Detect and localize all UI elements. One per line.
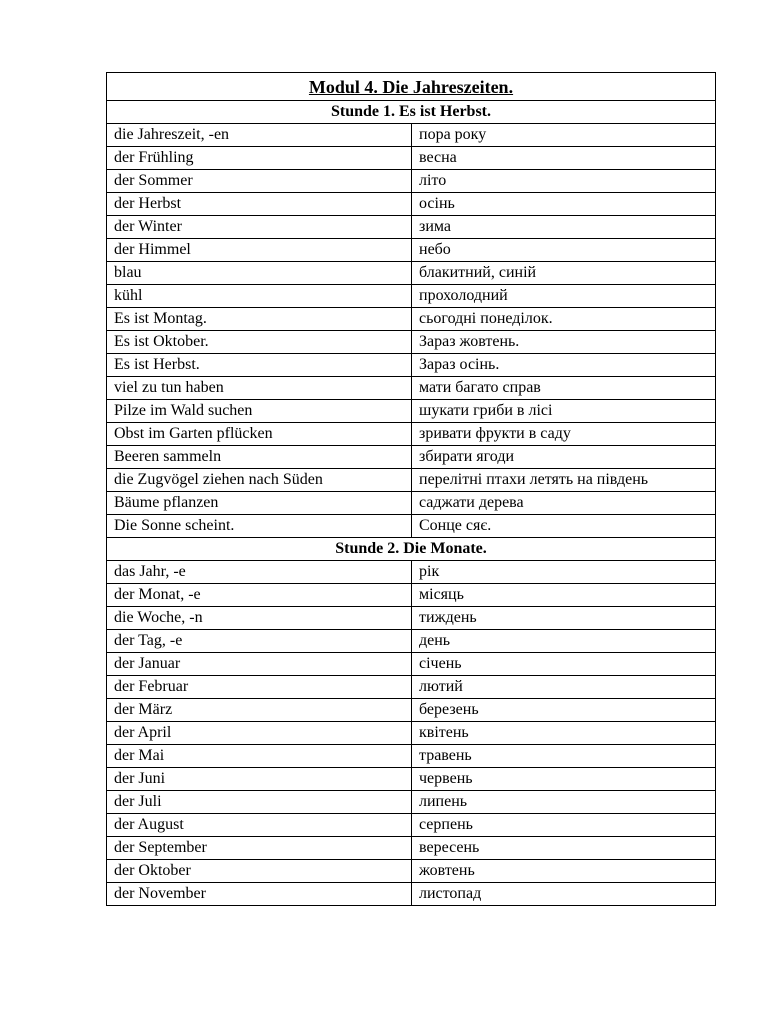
vocab-row	[107, 331, 716, 354]
german-term: der Frühling	[107, 147, 412, 170]
german-term: Obst im Garten pflücken	[107, 423, 412, 446]
vocab-row	[107, 492, 716, 515]
vocab-row	[107, 791, 716, 814]
ukrainian-translation: вересень	[412, 837, 716, 860]
vocab-row	[107, 883, 716, 906]
vocab-row	[107, 837, 716, 860]
vocabulary-table-body	[107, 73, 716, 906]
ukrainian-translation: пора року	[412, 124, 716, 147]
german-term: der Februar	[107, 676, 412, 699]
german-term: der Sommer	[107, 170, 412, 193]
ukrainian-translation: рік	[412, 561, 716, 584]
section-heading: Stunde 1. Es ist Herbst.	[107, 101, 716, 124]
vocab-row	[107, 377, 716, 400]
ukrainian-translation: Зараз осінь.	[412, 354, 716, 377]
ukrainian-translation: небо	[412, 239, 716, 262]
ukrainian-translation: Сонце сяє.	[412, 515, 716, 538]
vocab-row	[107, 285, 716, 308]
ukrainian-translation: місяць	[412, 584, 716, 607]
vocab-row	[107, 676, 716, 699]
german-term: der Oktober	[107, 860, 412, 883]
german-term: der April	[107, 722, 412, 745]
vocab-row	[107, 630, 716, 653]
german-term: der Herbst	[107, 193, 412, 216]
vocab-row	[107, 722, 716, 745]
german-term: der Himmel	[107, 239, 412, 262]
vocab-row	[107, 262, 716, 285]
ukrainian-translation: шукати гриби в лісі	[412, 400, 716, 423]
vocab-row	[107, 147, 716, 170]
vocab-row	[107, 607, 716, 630]
ukrainian-translation: збирати ягоди	[412, 446, 716, 469]
german-term: der Monat, -e	[107, 584, 412, 607]
ukrainian-translation: день	[412, 630, 716, 653]
german-term: Es ist Montag.	[107, 308, 412, 331]
vocabulary-table	[106, 72, 716, 906]
ukrainian-translation: перелітні птахи летять на південь	[412, 469, 716, 492]
ukrainian-translation: лютий	[412, 676, 716, 699]
ukrainian-translation: зривати фрукти в саду	[412, 423, 716, 446]
vocab-row	[107, 814, 716, 837]
ukrainian-translation: липень	[412, 791, 716, 814]
section-heading-row	[107, 538, 716, 561]
german-term: der Mai	[107, 745, 412, 768]
ukrainian-translation: червень	[412, 768, 716, 791]
ukrainian-translation: серпень	[412, 814, 716, 837]
german-term: viel zu tun haben	[107, 377, 412, 400]
title-row	[107, 73, 716, 101]
vocab-row	[107, 423, 716, 446]
german-term: Es ist Herbst.	[107, 354, 412, 377]
ukrainian-translation: Зараз жовтень.	[412, 331, 716, 354]
ukrainian-translation: весна	[412, 147, 716, 170]
german-term: der November	[107, 883, 412, 906]
ukrainian-translation: прохолодний	[412, 285, 716, 308]
vocab-row	[107, 745, 716, 768]
vocab-row	[107, 699, 716, 722]
vocab-row	[107, 170, 716, 193]
ukrainian-translation: саджати дерева	[412, 492, 716, 515]
german-term: Die Sonne scheint.	[107, 515, 412, 538]
german-term: der März	[107, 699, 412, 722]
ukrainian-translation: січень	[412, 653, 716, 676]
german-term: blau	[107, 262, 412, 285]
ukrainian-translation: тиждень	[412, 607, 716, 630]
ukrainian-translation: блакитний, синій	[412, 262, 716, 285]
vocab-row	[107, 446, 716, 469]
vocab-row	[107, 768, 716, 791]
ukrainian-translation: осінь	[412, 193, 716, 216]
section-heading-row	[107, 101, 716, 124]
section-heading: Stunde 2. Die Monate.	[107, 538, 716, 561]
vocab-row	[107, 561, 716, 584]
ukrainian-translation: травень	[412, 745, 716, 768]
ukrainian-translation: літо	[412, 170, 716, 193]
ukrainian-translation: листопад	[412, 883, 716, 906]
vocab-row	[107, 584, 716, 607]
ukrainian-translation: мати багато справ	[412, 377, 716, 400]
vocab-row	[107, 653, 716, 676]
german-term: Bäume pflanzen	[107, 492, 412, 515]
german-term: der Winter	[107, 216, 412, 239]
ukrainian-translation: сьогодні понеділок.	[412, 308, 716, 331]
ukrainian-translation: жовтень	[412, 860, 716, 883]
vocab-row	[107, 193, 716, 216]
german-term: das Jahr, -e	[107, 561, 412, 584]
german-term: Es ist Oktober.	[107, 331, 412, 354]
german-term: der Januar	[107, 653, 412, 676]
vocab-row	[107, 515, 716, 538]
vocab-row	[107, 239, 716, 262]
vocab-row	[107, 469, 716, 492]
german-term: die Zugvögel ziehen nach Süden	[107, 469, 412, 492]
german-term: der Tag, -e	[107, 630, 412, 653]
german-term: kühl	[107, 285, 412, 308]
vocab-row	[107, 860, 716, 883]
vocab-row	[107, 354, 716, 377]
vocab-row	[107, 400, 716, 423]
vocab-row	[107, 216, 716, 239]
vocab-row	[107, 124, 716, 147]
german-term: die Jahreszeit, -en	[107, 124, 412, 147]
german-term: der Juli	[107, 791, 412, 814]
german-term: der August	[107, 814, 412, 837]
ukrainian-translation: березень	[412, 699, 716, 722]
ukrainian-translation: зима	[412, 216, 716, 239]
german-term: die Woche, -n	[107, 607, 412, 630]
ukrainian-translation: квітень	[412, 722, 716, 745]
vocab-row	[107, 308, 716, 331]
german-term: der September	[107, 837, 412, 860]
module-title: Modul 4. Die Jahreszeiten.	[107, 73, 716, 101]
german-term: Beeren sammeln	[107, 446, 412, 469]
german-term: Pilze im Wald suchen	[107, 400, 412, 423]
german-term: der Juni	[107, 768, 412, 791]
